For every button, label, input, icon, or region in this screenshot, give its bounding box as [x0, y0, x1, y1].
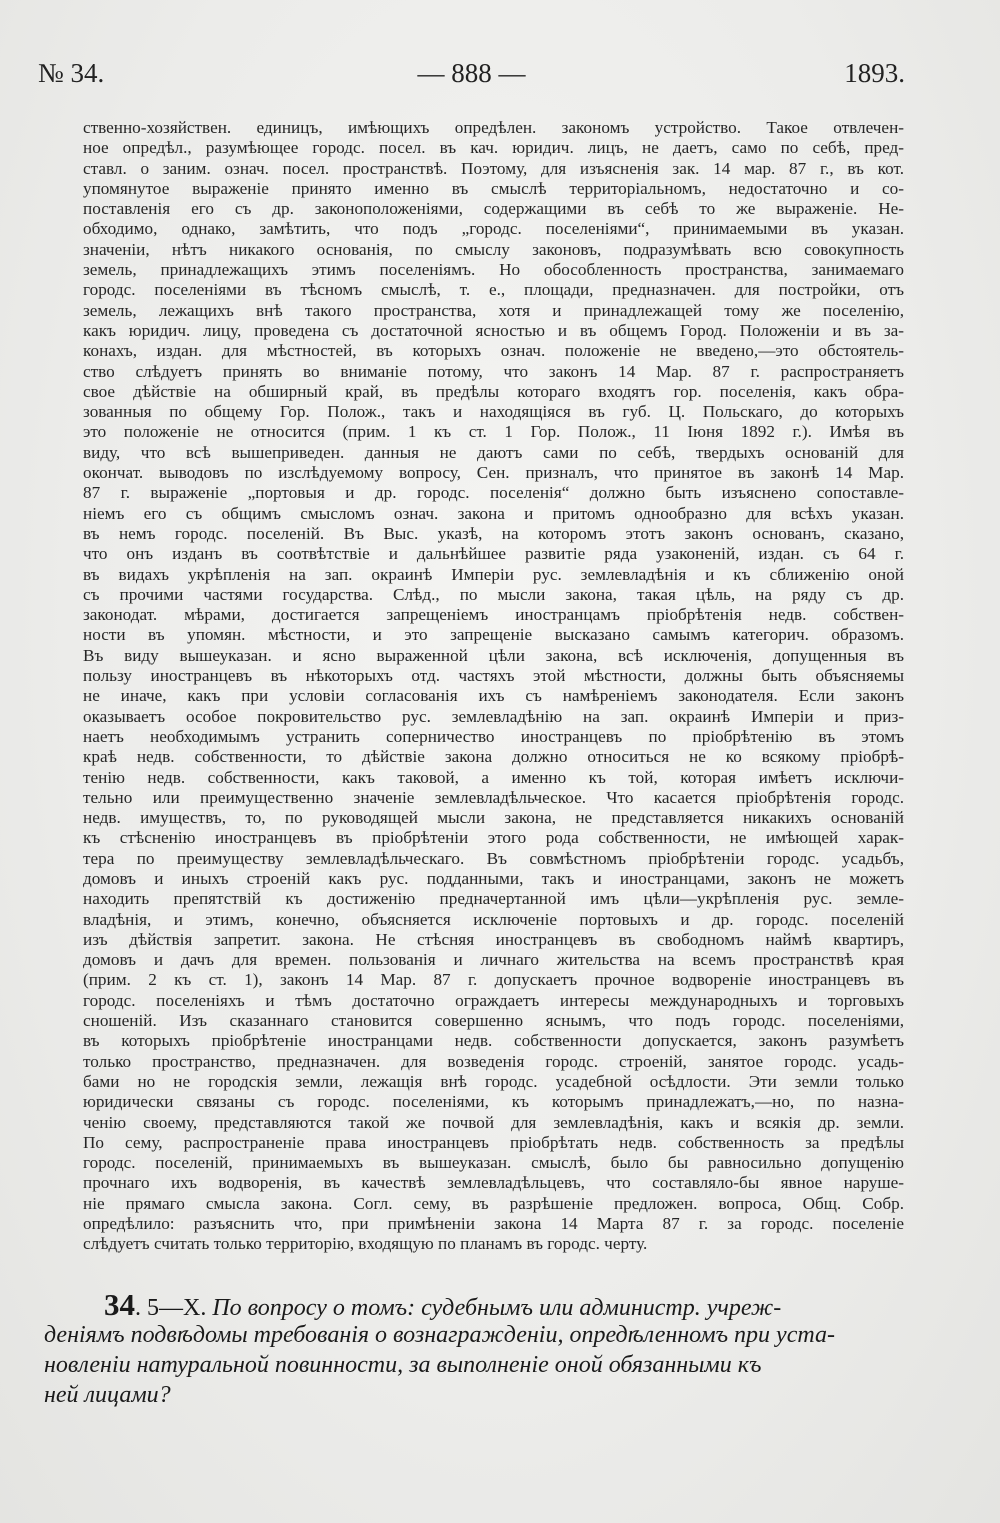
- body-line: значеніи, нѣтъ никакого основанія, по смыслу законовъ, подразумѣвать всю совокупность: [83, 239, 904, 259]
- body-line: окончат. выводовъ по изслѣдуемому вопросу, Сен. призналъ, что принятое въ законѣ 14 Мар.: [83, 463, 904, 483]
- body-line: 87 г. выраженіе „портовыя и др. городс. поселенія“ должно быть изъяснено сопоставле-: [83, 483, 904, 503]
- section-title-line: новленіи натуральной повинности, за выполненіе оной обязанными къ: [44, 1352, 762, 1378]
- body-line: находить препятствій къ достиженію предначертанной имъ цѣли—укрѣпленія рус. земле-: [83, 889, 904, 909]
- page-header: [38, 58, 905, 98]
- body-line: ніе прямаго смысла закона. Согл. сему, въ разрѣшеніе предложен. вопроса, Общ. Собр.: [83, 1193, 904, 1213]
- body-line: земель, принадлежащихъ этимъ поселеніямъ. Но обособленность пространства, занимаемаго: [83, 260, 904, 280]
- section-title-line: ней лицами?: [44, 1382, 171, 1408]
- body-line: пользу иностранцевъ въ нѣкоторыхъ отд. частяхъ этой мѣстности, должны быть объясняемы: [83, 666, 904, 686]
- body-line: въ видахъ укрѣпленія на зап. окраинѣ Имперіи рус. землевладѣнія и къ сближенію оной: [83, 564, 904, 584]
- year: 1893.: [844, 58, 905, 88]
- body-line: виду, что всѣ вышеприведен. данныя не даютъ сами по себѣ, твердыхъ основаній для: [83, 442, 904, 462]
- section-heading-line: [44, 1287, 906, 1322]
- body-line: ное опредѣл., разумѣющее городс. посел. въ кач. юридич. лицъ, не даетъ, само по себѣ, пред-: [83, 138, 904, 158]
- body-line: обходимо, однако, замѣтить, что подъ „городс. поселеніями“, принимаемыми въ указан.: [83, 219, 904, 239]
- body-line: наетъ необходимымъ устранить соперничество иностранцевъ по пріобрѣтенію въ этомъ: [83, 726, 904, 746]
- body-line: свое дѣйствіе на обширный край, въ предѣлы котораго входятъ гор. поселенія, какъ обра-: [83, 381, 904, 401]
- body-line: зованныя по общему Гор. Полож., такъ и находящіяся въ губ. Ц. Польскаго, до которыхъ: [83, 402, 904, 422]
- section-date: . 5—X.: [135, 1295, 207, 1321]
- body-line: владѣнія, и этимъ, конечно, объясняется исключеніе портовыхъ и др. городс. поселеній: [83, 909, 904, 929]
- body-line: ставл. о заним. означ. посел. пространствѣ. Поэтому, для изъясненія зак. 14 мар. 87 г., въ кот.: [83, 158, 904, 178]
- section-title-line: По вопросу о томъ: судебнымъ или администр. учреж-: [212, 1295, 782, 1321]
- section-heading: [44, 1287, 906, 1410]
- body-line: упомянутое выраженіе принято именно въ смыслѣ территоріальномъ, недостаточно и со-: [83, 178, 904, 198]
- body-line: ство слѣдуетъ принять во вниманіе потому, что законъ 14 Мар. 87 г. распространяетъ: [83, 361, 904, 381]
- body-line: юридически связаны съ городс. поселеніями, къ которымъ принадлежатъ,—но, по назна-: [83, 1092, 904, 1112]
- page-number: — 888 —: [417, 58, 526, 88]
- body-line: конахъ, издан. для мѣстностей, въ которыхъ означ. положеніе не введено,—это обстоятель-: [83, 341, 904, 361]
- body-line: поставленія его съ др. законоположеніями, содержащими въ себѣ то же выраженіе. Не-: [83, 199, 904, 219]
- body-line: сношеній. Изъ сказаннаго становится совершенно яснымъ, что подъ городс. поселеніями,: [83, 1011, 904, 1031]
- body-line: ченію своему, представляются такой же почвой для землевладѣнія, какъ и всякія др. земли.: [83, 1112, 904, 1132]
- body-line: что онъ изданъ въ соотвѣтствіе и дальнѣйшее развитіе ряда узаконеній, издан. съ 64 г.: [83, 544, 904, 564]
- body-line: городс. поселеніями въ тѣсномъ смыслѣ, т. е., площади, предназначен. для постройки, отъ: [83, 280, 904, 300]
- body-line: домовъ и иныхъ строеній какъ рус. подданными, такъ и иностранцами, законъ не можетъ: [83, 868, 904, 888]
- body-line: (прим. 2 къ ст. 1), законъ 14 Мар. 87 г. допускаетъ прочное водвореніе иностранцевъ въ: [83, 970, 904, 990]
- body-line: тенію недв. собственности, какъ таковой, а именно къ той, которая имѣетъ исключи-: [83, 767, 904, 787]
- body-line: оказываетъ особое покровительство рус. землевладѣнію на зап. окраинѣ Имперіи и приз-: [83, 706, 904, 726]
- body-line: прочнаго ихъ водворенія, въ качествѣ землевладѣльцевъ, что составляло-бы явное наруше-: [83, 1173, 904, 1193]
- body-line: По сему, распространеніе права иностранцевъ пріобрѣтать недв. собственность за предѣлы: [83, 1132, 904, 1152]
- body-line: законодат. мѣрами, достигается запрещеніемъ иностранцамъ пріобрѣтенія недв. собствен-: [83, 605, 904, 625]
- body-line: ности въ упомян. мѣстности, и это запрещеніе высказано самымъ категорич. образомъ.: [83, 625, 904, 645]
- body-line: Въ виду вышеуказан. и ясно выраженной цѣли закона, всѣ исключенія, допущенныя въ: [83, 645, 904, 665]
- body-line: изъ дѣйствія запретит. закона. Не стѣсняя иностранцевъ въ свободномъ наймѣ квартиръ,: [83, 929, 904, 949]
- body-line: въ немъ городс. поселеній. Въ Выс. указѣ, на которомъ этотъ законъ основанъ, сказано,: [83, 523, 904, 543]
- body-line: недв. имуществъ, то, по руководящей мысли закона, не представляется никакихъ основаній: [83, 808, 904, 828]
- body-line: тера по преимуществу землевладѣльческаго. Въ совмѣстномъ пріобрѣтеніи городс. усадьбъ,: [83, 848, 904, 868]
- body-line: бами но не городскія земли, лежащія внѣ городс. усадебной осѣдлости. Эти земли только: [83, 1071, 904, 1091]
- body-line: это положеніе не относится (прим. 1 къ ст. 1 Гор. Полож., 11 Іюня 1892 г.). Имѣя въ: [83, 422, 904, 442]
- issue-number: № 34.: [38, 58, 105, 88]
- section-number: 34: [104, 1287, 135, 1322]
- body-line: въ которыхъ пріобрѣтеніе иностранцами недв. собственности допускается, законъ разумѣетъ: [83, 1031, 904, 1051]
- body-line: ніемъ его съ общимъ смысломъ означ. закона и притомъ однообразно для всѣхъ указан.: [83, 503, 904, 523]
- body-line: съ прочими частями государства. Слѣд., по мысли закона, такая цѣль, на ряду съ др.: [83, 584, 904, 604]
- section-title-line: деніямъ подвѣдомы требованія о вознагражденіи, опредѣленномъ при уста-: [44, 1322, 835, 1348]
- body-line: ственно-хозяйствен. единицъ, имѣющихъ опредѣлен. закономъ устройство. Такое отвлечен-: [83, 118, 904, 137]
- body-line: домовъ и дачъ для времен. пользованія и личнаго жительства на всемъ пространствѣ края: [83, 950, 904, 970]
- body-line: къ стѣсненію иностранцевъ въ пріобрѣтеніи этого рода собственности, не имѣющей харак-: [83, 828, 904, 848]
- body-line: не иначе, какъ при условіи согласованія ихъ съ намѣреніемъ законодателя. Если законъ: [83, 686, 904, 706]
- body-line: только пространство, предназначен. для возведенія городс. строеній, занятое городс. усадь-: [83, 1051, 904, 1071]
- body-line: городс. поселеніяхъ и тѣмъ достаточно ограждаетъ интересы международныхъ и торговыхъ: [83, 990, 904, 1010]
- body-line: какъ юридич. лицу, проведена съ достаточной ясностью и въ общемъ Город. Положеніи и въ за-: [83, 320, 904, 340]
- body-text: [83, 118, 904, 1255]
- body-line: краѣ недв. собственности, то дѣйствіе закона должно относиться не ко всякому пріобрѣ-: [83, 747, 904, 767]
- body-line: городс. поселеній, принимаемыхъ въ вышеуказан. смыслѣ, было бы равносильно допущенію: [83, 1153, 904, 1173]
- body-line: земель, лежащихъ внѣ такого пространства, хотя и принадлежащей тому же поселенію,: [83, 300, 904, 320]
- body-line: тельно или преимущественно значеніе землевладѣльческое. Что касается пріобрѣтенія городс.: [83, 787, 904, 807]
- body-line: опредѣлило: разъяснить что, при примѣненіи закона 14 Марта 87 г. за городс. поселеніе: [83, 1214, 904, 1234]
- body-line: слѣдуетъ считать только территорію, входящую по планамъ въ городс. черту.: [83, 1234, 648, 1254]
